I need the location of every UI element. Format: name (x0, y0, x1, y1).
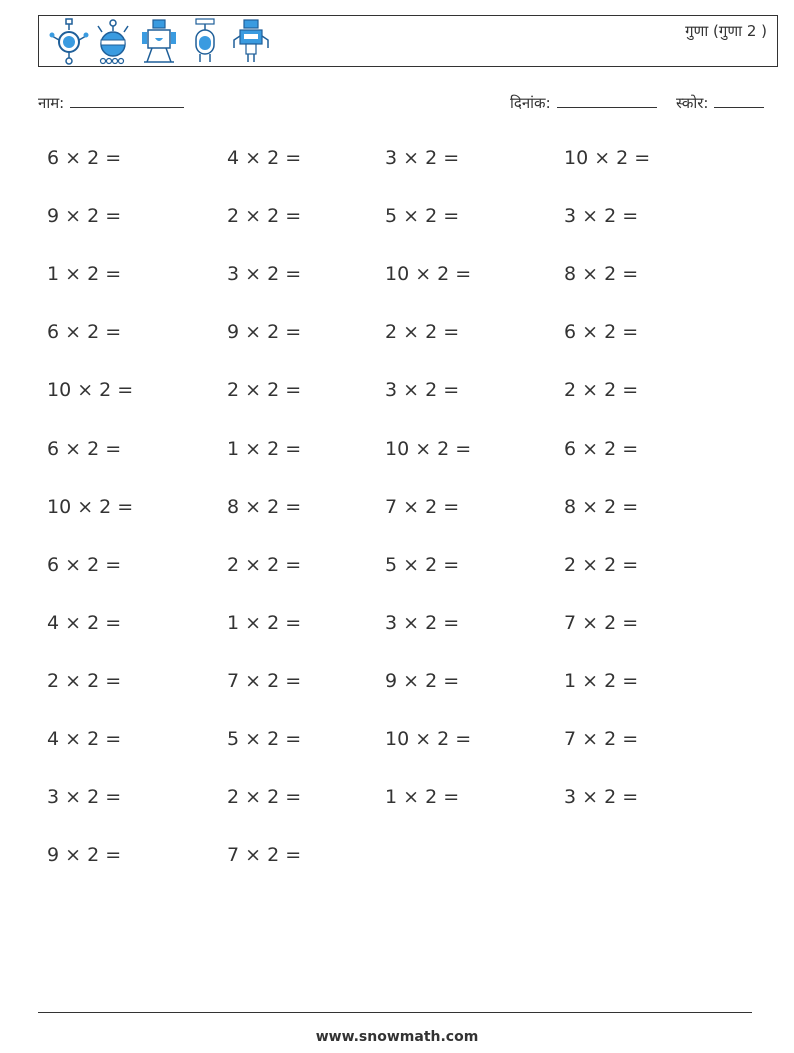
problem-item: 10 × 2 = (385, 728, 472, 750)
problem-item: 4 × 2 = (227, 147, 302, 169)
problem-item: 2 × 2 = (227, 554, 302, 576)
problem-item: 1 × 2 = (385, 786, 460, 808)
problem-item: 6 × 2 = (47, 554, 122, 576)
problem-item: 9 × 2 = (47, 205, 122, 227)
date-field (510, 92, 657, 113)
problem-item: 5 × 2 = (385, 205, 460, 227)
problem-item: 3 × 2 = (227, 263, 302, 285)
problem-item: 4 × 2 = (47, 728, 122, 750)
problem-item: 7 × 2 = (564, 728, 639, 750)
problem-item: 10 × 2 = (47, 496, 134, 518)
problem-item: 6 × 2 = (564, 321, 639, 343)
problem-item: 2 × 2 = (385, 321, 460, 343)
problem-item: 4 × 2 = (47, 612, 122, 634)
problem-item: 10 × 2 = (564, 147, 651, 169)
problem-item: 7 × 2 = (564, 612, 639, 634)
problem-item: 6 × 2 = (47, 147, 122, 169)
score-field (676, 92, 764, 113)
robot-2-icon (93, 18, 133, 66)
problem-item: 6 × 2 = (564, 438, 639, 460)
problem-item: 3 × 2 = (47, 786, 122, 808)
robot-1-icon (49, 18, 89, 66)
robot-4-icon (185, 18, 225, 66)
name-blank[interactable] (70, 92, 184, 108)
date-label: दिनांक: (510, 94, 551, 112)
problem-item: 8 × 2 = (564, 496, 639, 518)
problem-item: 7 × 2 = (227, 670, 302, 692)
footer-website: www.snowmath.com (315, 1029, 479, 1045)
problem-item: 5 × 2 = (385, 554, 460, 576)
problem-item: 3 × 2 = (385, 147, 460, 169)
worksheet-header (38, 15, 778, 67)
problem-item: 10 × 2 = (385, 438, 472, 460)
problem-item: 3 × 2 = (385, 612, 460, 634)
problem-item: 9 × 2 = (227, 321, 302, 343)
problem-item: 2 × 2 = (227, 786, 302, 808)
problem-item: 1 × 2 = (564, 670, 639, 692)
problem-item: 3 × 2 = (385, 379, 460, 401)
problem-item: 5 × 2 = (227, 728, 302, 750)
worksheet-title: गुणा (गुणा 2 ) (685, 22, 767, 40)
problem-item: 10 × 2 = (47, 379, 134, 401)
name-field (38, 92, 184, 113)
problem-item: 6 × 2 = (47, 438, 122, 460)
problem-item: 8 × 2 = (564, 263, 639, 285)
problem-item: 8 × 2 = (227, 496, 302, 518)
problem-item: 6 × 2 = (47, 321, 122, 343)
problem-item: 2 × 2 = (227, 379, 302, 401)
score-label: स्कोर: (676, 94, 709, 112)
problem-item: 2 × 2 = (47, 670, 122, 692)
problem-item: 7 × 2 = (385, 496, 460, 518)
problem-item: 9 × 2 = (47, 844, 122, 866)
problem-item: 7 × 2 = (227, 844, 302, 866)
date-blank[interactable] (557, 92, 657, 108)
problem-item: 2 × 2 = (227, 205, 302, 227)
problem-item: 1 × 2 = (47, 263, 122, 285)
problem-item: 10 × 2 = (385, 263, 472, 285)
problem-item: 2 × 2 = (564, 379, 639, 401)
problem-item: 1 × 2 = (227, 438, 302, 460)
name-label: नाम: (38, 94, 65, 112)
problem-item: 1 × 2 = (227, 612, 302, 634)
robot-5-icon (231, 18, 271, 66)
problem-item: 3 × 2 = (564, 205, 639, 227)
problem-item: 9 × 2 = (385, 670, 460, 692)
score-blank[interactable] (714, 92, 764, 108)
footer-divider (38, 1012, 752, 1013)
problem-item: 2 × 2 = (564, 554, 639, 576)
problem-item: 3 × 2 = (564, 786, 639, 808)
robot-3-icon (139, 18, 179, 66)
